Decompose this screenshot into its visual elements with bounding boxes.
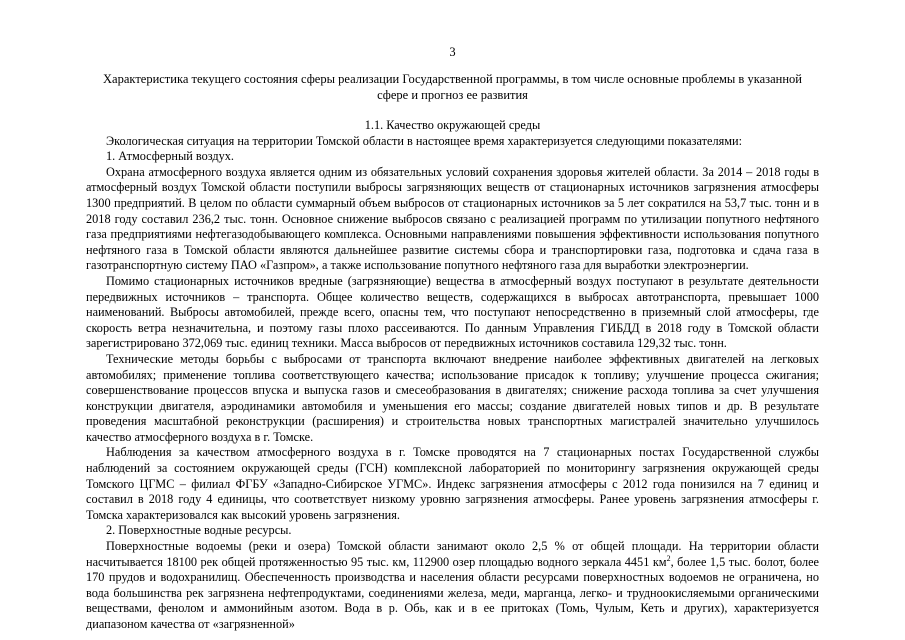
- subsection-heading-water: 2. Поверхностные водные ресурсы.: [106, 523, 292, 538]
- paragraph: Помимо стационарных источников вредные (загрязняющие) вещества в атмосферный воздух поступают в результате деятельности передвижных источников – транспорта. Общее количество веществ, содержащихся в выбросах автотранспорта, превышает 1000 наименований. Выбросы автомобилей, прежде всего, опасны тем, что поступают непосредственно в приземный слой атмосферы, где скорость ветра незначительна, и поэтому газы плохо рассеиваются. По данным Управления ГИБДД в 2018 году в Томской области зарегистрировано 372,069 тыс. единиц техники. Масса выбросов от передвижных источников составила 129,32 тыс. тонн.: [86, 273, 819, 351]
- subsection-heading-air: 1. Атмосферный воздух.: [106, 149, 234, 164]
- paragraph: Охрана атмосферного воздуха является одним из обязательных условий сохранения здоровья жителей области. За 2014 – 2018 годы в атмосферный воздух Томской области поступили выбросы загрязняющих веществ от стационарных источников загрязнения атмосферы 1300 предприятий. В целом по области суммарный объем выбросов от стационарных источников за 5 лет сократился на 53,7 тыс. тонн и в 2018 году составил 236,2 тыс. тонн. Основное снижение выбросов связано с реализацией программ по утилизации попутного нефтяного газа предприятиями нефтегазодобывающего комплекса. Основными направлениями повышения эффективности использования попутного нефтяного газа в Томской области являются дальнейшее развитие системы сбора и транспортировки газа, подготовка и сдача газа в газотранспортную систему ПАО «Газпром», а также использование попутного нефтяного газа для выработки электроэнергии.: [86, 164, 819, 273]
- paragraph-text: Поверхностные водоемы (реки и озера) Томской области занимают около 2,5 % от общей площади. На территории области насчитывается 18100 рек общей протяженностью 95 тыс. км, 112900 озер площадью водного зеркала 4451 км: [86, 539, 819, 569]
- document-body: [86, 118, 819, 633]
- paragraph-text: , более 1,5 тыс. болот, более 170 прудов и водохранилищ. Обеспеченность производства и населения области ресурсами поверхностных водоемов не ограничена, но вода большинства рек загрязнена нефтепродуктами, соединениями железа, меди, марганца, легко- и трудноокисляемыми органическими веществами, фенолом и аммонийным азотом. Вода в р. Обь, как и в ее притоках (Томь, Чулым, Кеть и других), характеризуется диапазоном качества от «загрязненной»: [86, 554, 820, 631]
- intro-paragraph: Экологическая ситуация на территории Томской области в настоящее время характеризуется следующими показателями:: [106, 133, 743, 148]
- document-title: Характеристика текущего состояния сферы реализации Государственной программы, в том числе основные проблемы в указанной сфере и прогноз ее развития: [103, 72, 802, 102]
- paragraph: Технические методы борьбы с выбросами от транспорта включают внедрение наиболее эффективных двигателей на легковых автомобилях; применение топлива соответствующего качества; использование присадок к топливу; улучшение процесса сжигания; совершенствование процессов впуска и выпуска газов и смесеобразования в двигателях; снижение расхода топлива за счет улучшения конструкции двигателя, аэродинамики автомобиля и уменьшения его массы; создание двигателей новых типов и др. В результате проведения масштабной реконструкции (расширения) и строительства новых транспортных магистралей значительно улучшилось качество атмосферного воздуха в г. Томске.: [86, 351, 819, 444]
- page-number: 3: [449, 45, 456, 59]
- superscript: 2: [666, 553, 671, 563]
- paragraph: [86, 539, 819, 633]
- section-heading: 1.1. Качество окружающей среды: [364, 118, 541, 132]
- paragraph: Наблюдения за качеством атмосферного воздуха в г. Томске проводятся на 7 стационарных постах Государственной службы наблюдений за состоянием окружающей среды (ГСН) комплексной лабораторией по мониторингу загрязнения окружающей среды Томского ЦГМС – филиал ФГБУ «Западно-Сибирское УГМС». Индекс загрязнения атмосферы с 2012 года понизился на 7 единиц и составил в 2018 году 4 единицы, что соответствует низкому уровню загрязнения атмосферы. Ранее уровень загрязнения атмосферы г. Томска характеризовался как высокий уровень загрязнения.: [86, 445, 819, 522]
